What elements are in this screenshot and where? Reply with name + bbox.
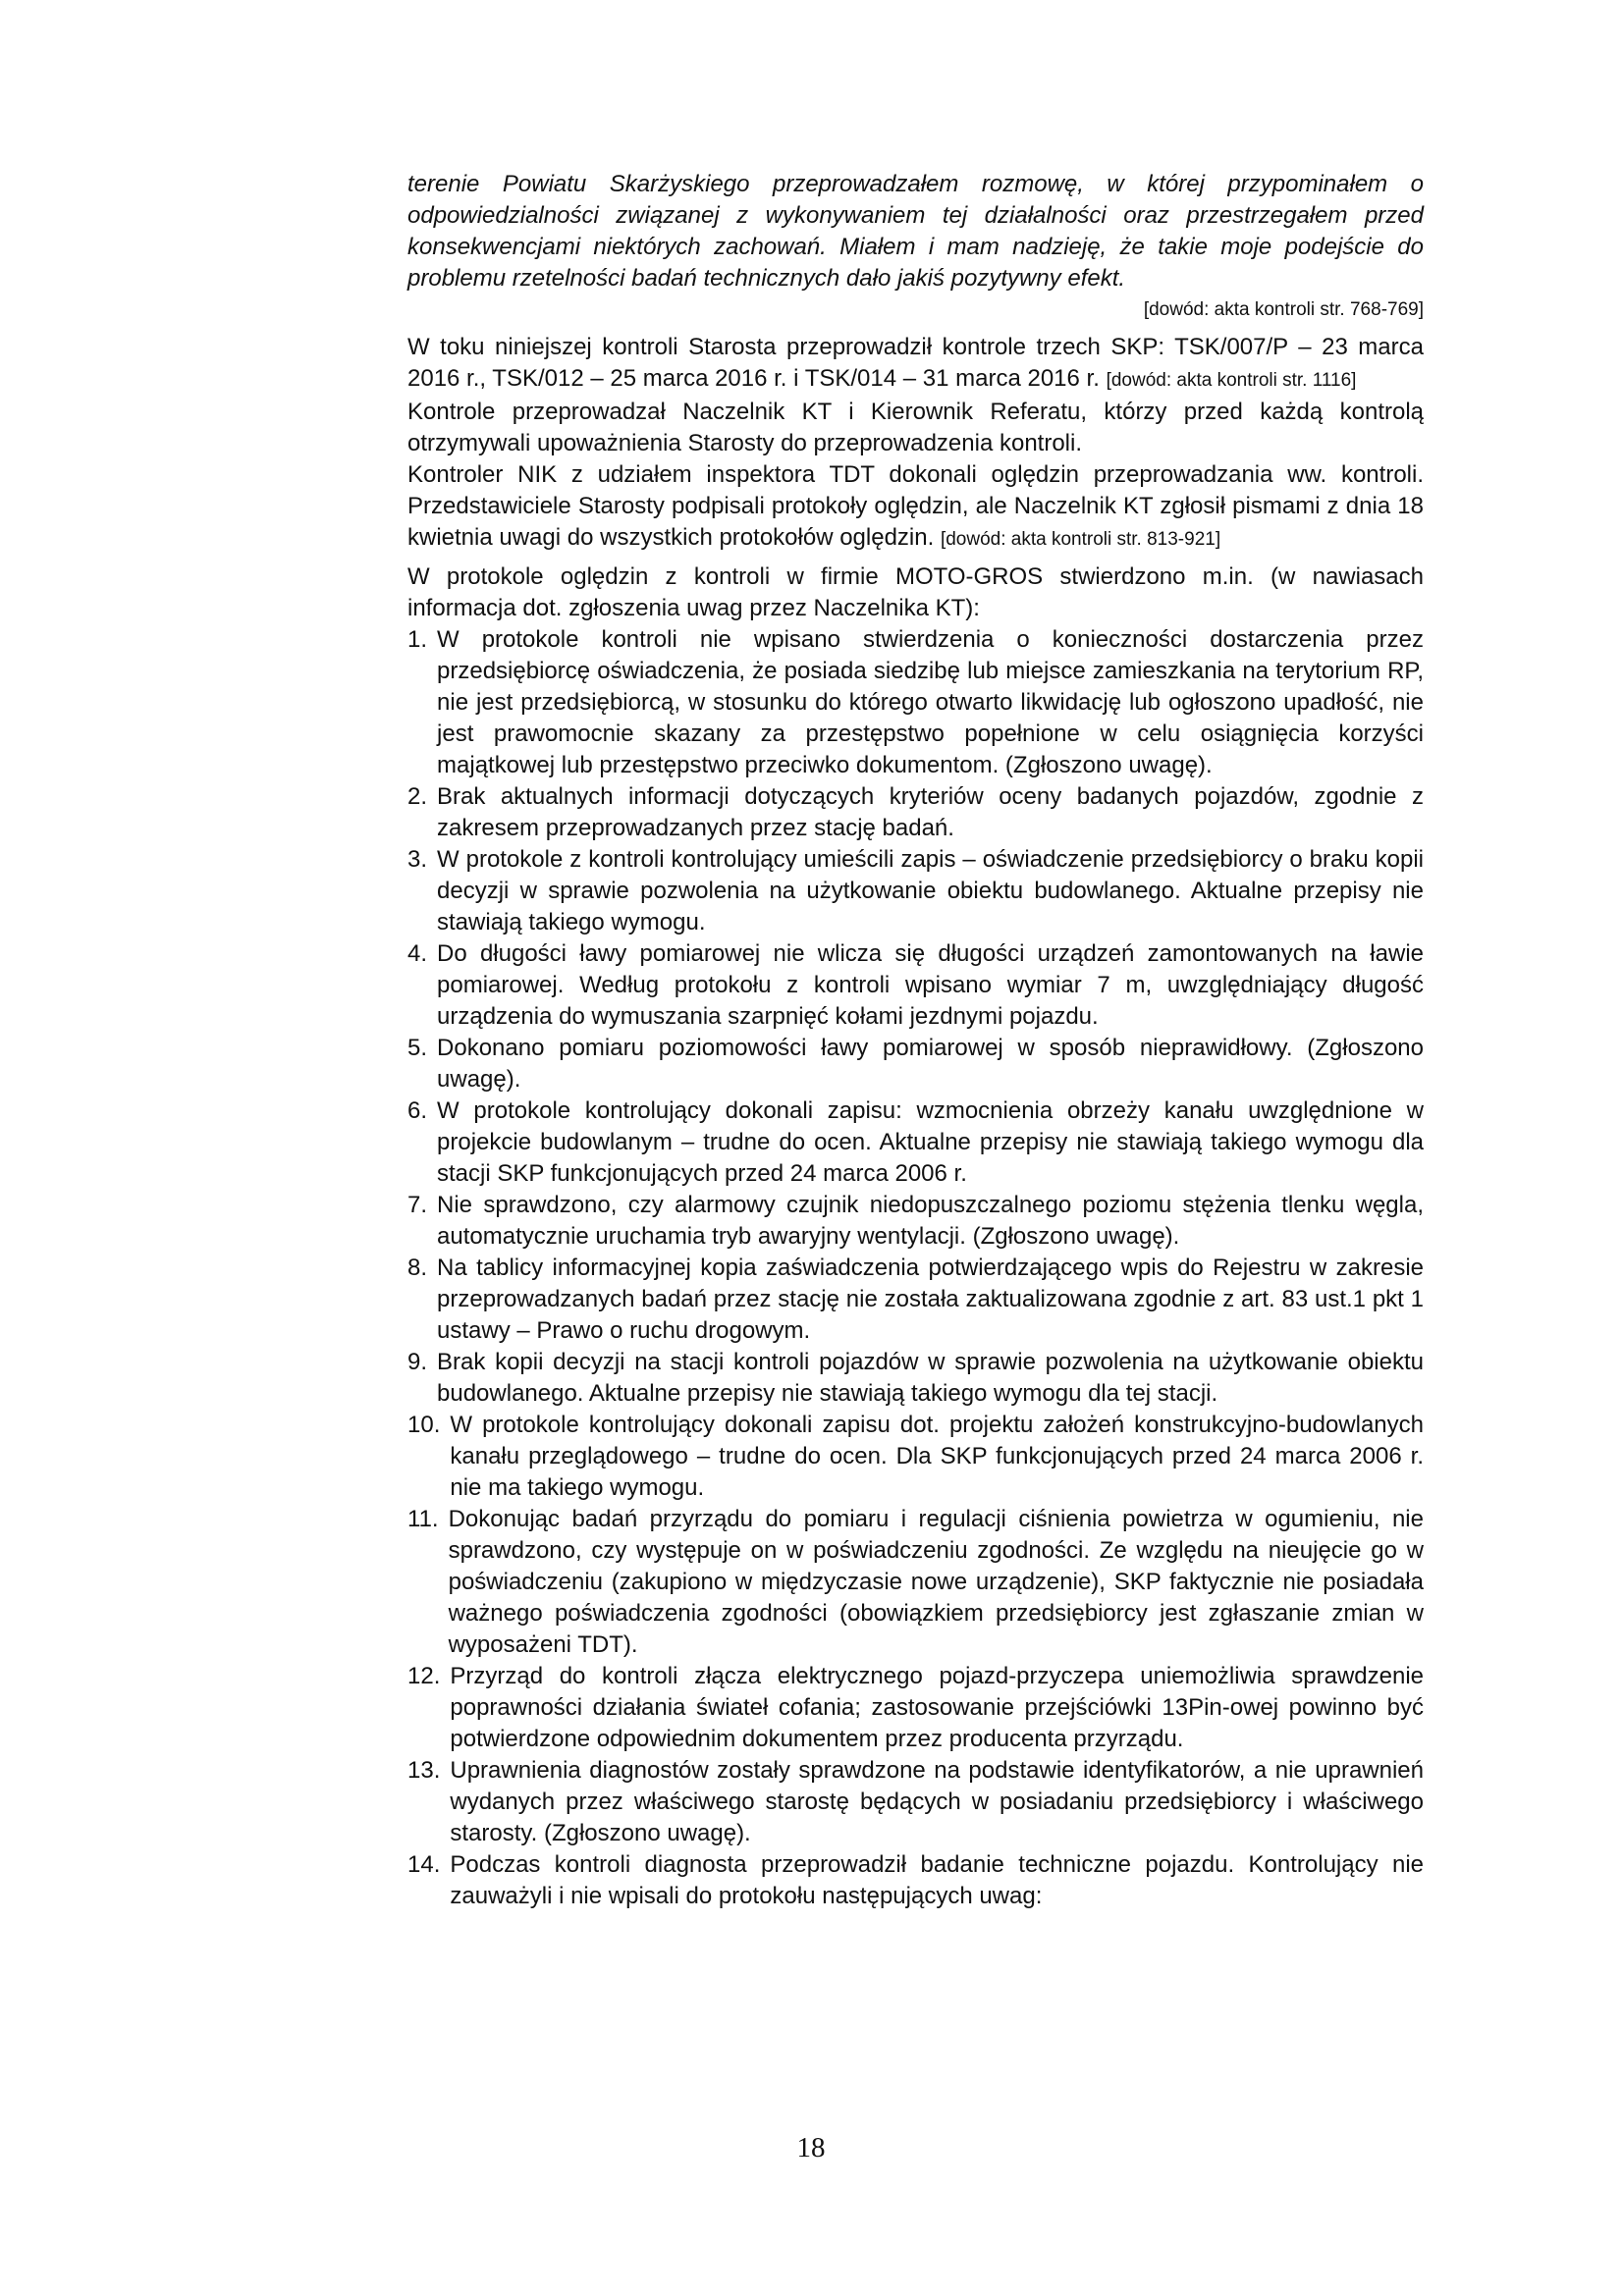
list-item-number: 2. bbox=[407, 783, 428, 810]
findings-list bbox=[407, 624, 1424, 1912]
list-item-text: Brak kopii decyzji na stacji kontroli pojazdów w sprawie pozwolenia na użytkowanie obiektu budowlanego. Aktualne przepisy nie stawiają takiego wymogu dla tej stacji. bbox=[437, 1349, 1424, 1407]
list-item bbox=[407, 938, 1424, 1033]
list-item-number: 13. bbox=[407, 1757, 441, 1784]
list-item-number: 10. bbox=[407, 1412, 441, 1438]
list-item-text: Dokonano pomiaru poziomowości ławy pomiarowej w sposób nieprawidłowy. (Zgłoszono uwagę). bbox=[437, 1035, 1424, 1093]
inspectors-paragraph: Kontrole przeprowadzał Naczelnik KT i Kierownik Referatu, którzy przed każdą kontrolą otrzymywali upoważnienia Starosty do przeprowadzenia kontroli. bbox=[407, 399, 1424, 456]
list-item-text: Dokonując badań przyrządu do pomiaru i regulacji ciśnienia powietrza w ogumieniu, nie sprawdzono, czy występuje on w poświadczeniu zgodności. Ze względu na nieujęcie go w poświadczeniu (zakupiono w międzyczasie nowe urządzenie), SKP faktycznie nie posiadała ważnego poświadczenia zgodności (obowiązkiem przedsiębiorcy jest zgłaszanie zmian w wyposażeni TDT). bbox=[448, 1506, 1424, 1658]
list-item-text: W protokole z kontroli kontrolujący umieścili zapis – oświadczenie przedsiębiorcy o braku kopii decyzji w sprawie pozwolenia na użytkowanie obiektu budowlanego. Aktualne przepisy nie stawiają takiego wymogu. bbox=[437, 846, 1424, 935]
intro-paragraph: terenie Powiatu Skarżyskiego przeprowadzałem rozmowę, w której przypominałem o odpowiedzialności związanej z wykonywaniem tej działalności oraz przestrzegałem przed konsekwencjami niektórych zachowań. Miałem i mam nadzieję, że takie moje podejście do problemu rzetelności badań technicznych dało jakiś pozytywny efekt. bbox=[407, 171, 1424, 292]
page-number: 18 bbox=[796, 2132, 826, 2163]
protocol-intro-paragraph: W protokole oględzin z kontroli w firmie MOTO-GROS stwierdzono m.in. (w nawiasach informacja dot. zgłoszenia uwag przez Naczelnika KT): bbox=[407, 563, 1424, 621]
list-item bbox=[407, 781, 1424, 844]
list-item-number: 11. bbox=[407, 1506, 439, 1532]
intro-source: [dowód: akta kontroli str. 768-769] bbox=[1143, 299, 1424, 320]
list-item-text: Na tablicy informacyjnej kopia zaświadczenia potwierdzającego wpis do Rejestru w zakresie przeprowadzanych badań przez stację nie została zaktualizowana zgodnie z art. 83 ust.1 pkt 1 ustawy – Prawo o ruchu drogowym. bbox=[437, 1255, 1424, 1344]
list-item-text: W protokole kontrolujący dokonali zapisu dot. projektu założeń konstrukcyjno-budowlanych kanału przeglądowego – trudne do ocen. Dla SKP funkcjonujących przed 24 marca 2006 r. nie ma takiego wymogu. bbox=[450, 1412, 1424, 1501]
list-item-number: 8. bbox=[407, 1255, 428, 1281]
list-item-text: Nie sprawdzono, czy alarmowy czujnik niedopuszczalnego poziomu stężenia tlenku węgla, automatycznie uruchamia tryb awaryjny wentylacji. (Zgłoszono uwagę). bbox=[437, 1192, 1424, 1250]
list-item-text: Przyrząd do kontroli złącza elektrycznego pojazd-przyczepa uniemożliwia sprawdzenie poprawności działania świateł cofania; zastosowanie przejściówki 13Pin-owej powinno być potwierdzone odpowiednim dokumentem przez producenta przyrządu. bbox=[450, 1663, 1424, 1752]
list-item-number: 1. bbox=[407, 626, 428, 653]
list-item bbox=[407, 1253, 1424, 1347]
list-item-text: Do długości ławy pomiarowej nie wlicza się długości urządzeń zamontowanych na ławie pomiarowej. Według protokołu z kontroli wpisano wymiar 7 m, uwzględniający długość urządzenia do wymuszania szarpnięć kołami jezdnymi pojazdu. bbox=[437, 940, 1424, 1030]
list-item-text: Podczas kontroli diagnosta przeprowadził badanie techniczne pojazdu. Kontrolujący nie zauważyli i nie wpisali do protokołu następujących uwag: bbox=[450, 1851, 1424, 1909]
list-item bbox=[407, 844, 1424, 938]
document-body bbox=[407, 169, 1424, 1912]
inspection-source: [dowód: akta kontroli str. 1116] bbox=[1106, 370, 1357, 391]
list-item-number: 3. bbox=[407, 846, 428, 873]
inspection-paragraph bbox=[407, 332, 1424, 397]
nik-source: [dowód: akta kontroli str. 813-921] bbox=[940, 529, 1221, 550]
list-item bbox=[407, 1755, 1424, 1849]
list-item-number: 12. bbox=[407, 1663, 441, 1689]
list-item-number: 7. bbox=[407, 1192, 428, 1218]
list-item-number: 4. bbox=[407, 940, 428, 967]
list-item bbox=[407, 1410, 1424, 1504]
list-item bbox=[407, 1190, 1424, 1253]
inspection-text: W toku niniejszej kontroli Starosta przeprowadził kontrole trzech SKP: TSK/007/P – 23 marca 2016 r., TSK/012 – 25 marca 2016 r. i TSK/014 – 31 marca 2016 r. bbox=[407, 334, 1424, 392]
list-item-text: Uprawnienia diagnostów zostały sprawdzone na podstawie identyfikatorów, a nie uprawnień wydanych przez właściwego starostę będących w posiadaniu przedsiębiorcy i właściwego starosty. (Zgłoszono uwagę). bbox=[450, 1757, 1424, 1846]
list-item bbox=[407, 1849, 1424, 1912]
list-item bbox=[407, 1095, 1424, 1190]
nik-text: Kontroler NIK z udziałem inspektora TDT dokonali oględzin przeprowadzania ww. kontroli. Przedstawiciele Starosty podpisali protokoły oględzin, ale Naczelnik KT zgłosił pismami z dnia 18 kwietnia uwagi do wszystkich protokołów oględzin. bbox=[407, 461, 1424, 551]
list-item-number: 9. bbox=[407, 1349, 428, 1375]
list-item-number: 6. bbox=[407, 1097, 428, 1124]
list-item bbox=[407, 1033, 1424, 1095]
list-item-text: W protokole kontroli nie wpisano stwierdzenia o konieczności dostarczenia przez przedsiębiorcę oświadczenia, że posiada siedzibę lub miejsce zamieszkania na terytorium RP, nie jest przedsiębiorcą, w stosunku do którego otwarto likwidację lub ogłoszono upadłość, nie jest prawomocnie skazany za przestępstwo popełnione w celu osiągnięcia korzyści majątkowej lub przestępstwo przeciwko dokumentom. (Zgłoszono uwagę). bbox=[437, 626, 1424, 778]
list-item-number: 14. bbox=[407, 1851, 441, 1878]
list-item bbox=[407, 1347, 1424, 1410]
list-item bbox=[407, 624, 1424, 781]
list-item-text: W protokole kontrolujący dokonali zapisu: wzmocnienia obrzeży kanału uwzględnione w projekcie budowlanym – trudne do ocen. Aktualne przepisy nie stawiają takiego wymogu dla stacji SKP funkcjonujących przed 24 marca 2006 r. bbox=[437, 1097, 1424, 1187]
list-item bbox=[407, 1504, 1424, 1661]
list-item-text: Brak aktualnych informacji dotyczących kryteriów oceny badanych pojazdów, zgodnie z zakresem przeprowadzanych przez stację badań. bbox=[437, 783, 1424, 841]
list-item bbox=[407, 1661, 1424, 1755]
list-item-number: 5. bbox=[407, 1035, 428, 1061]
nik-paragraph bbox=[407, 459, 1424, 556]
